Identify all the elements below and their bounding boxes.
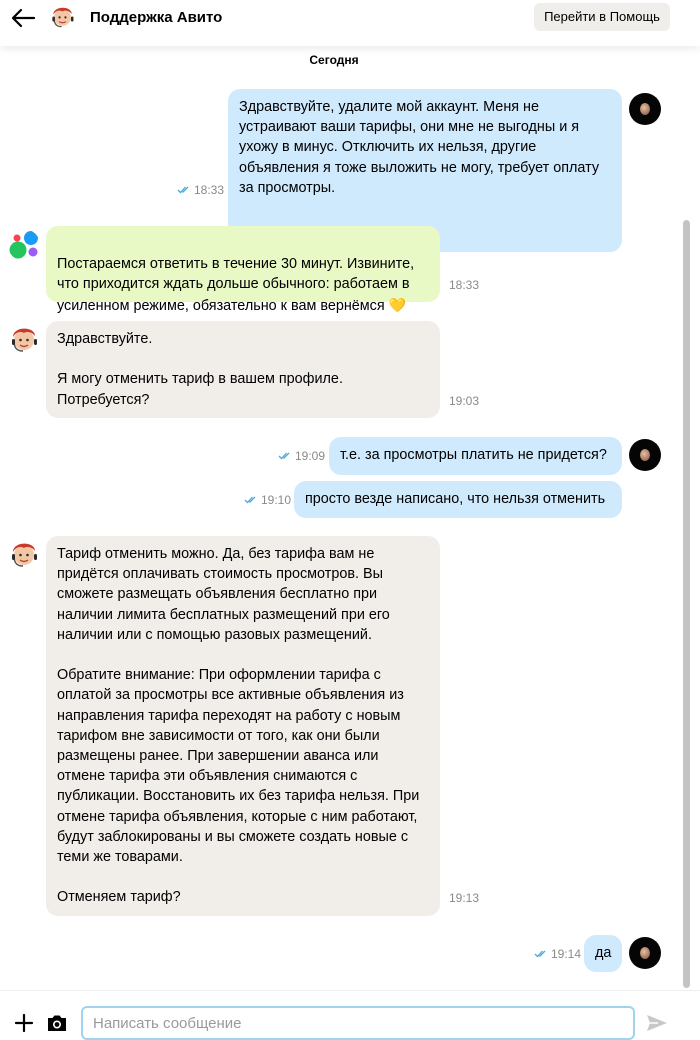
message-list[interactable]	[0, 46, 700, 990]
double-check-icon	[534, 950, 548, 958]
message-bubble[interactable]: просто везде написано, что нельзя отменить	[294, 481, 622, 518]
support-agent-avatar	[8, 323, 40, 355]
send-icon[interactable]	[646, 1013, 668, 1033]
avito-logo-icon	[8, 229, 40, 261]
message-time: 18:33	[449, 278, 480, 292]
arrow-left-icon[interactable]	[10, 7, 36, 29]
support-agent-avatar	[49, 3, 76, 30]
user-avatar	[629, 937, 661, 969]
chat-header	[0, 0, 700, 46]
user-avatar	[629, 439, 661, 471]
message-time: 19:13	[449, 891, 480, 905]
camera-icon[interactable]	[46, 1013, 68, 1033]
chat-title: Поддержка Авито	[90, 9, 223, 26]
message-time: 19:03	[449, 394, 480, 408]
support-agent-avatar	[8, 538, 40, 570]
message-input[interactable]	[81, 1006, 635, 1040]
scrollbar[interactable]	[683, 220, 690, 988]
double-check-icon	[278, 452, 292, 460]
message-bubble[interactable]: т.е. за просмотры платить не придется?	[329, 437, 622, 475]
double-check-icon	[244, 496, 258, 504]
yellow-heart-icon: 💛	[388, 296, 407, 313]
message-time: 18:33	[177, 183, 224, 197]
message-time: 19:14	[534, 947, 581, 961]
go-to-help-button[interactable]: Перейти в Помощь	[534, 3, 670, 31]
message-time: 19:09	[278, 449, 325, 463]
message-bubble[interactable]: да	[584, 935, 622, 972]
message-bubble[interactable]: Здравствуйте, удалите мой аккаунт. Меня не устраивают ваши тарифы, они мне не выгодны и я ухожу в минус. Отключить их нельзя, другие объявления я тоже выложить не могу, требует оплату за просмотры.	[228, 89, 622, 252]
date-separator: Сегодня	[309, 53, 359, 67]
auto-reply-bubble[interactable]: Постараемся ответить в течение 30 минут. Извините, что приходится ждать дольше обычного: работаем в усиленном режиме, обязательно к вам вернёмся 💛	[46, 226, 440, 302]
double-check-icon	[177, 186, 191, 194]
plus-icon[interactable]	[14, 1013, 34, 1033]
message-bubble[interactable]: Тариф отменить можно. Да, без тарифа вам не придётся оплачивать стоимость просмотров. Вы сможете размещать объявления бесплатно при наличии лимита бесплатных размещений при его наличии или с помощью разовых размещений. Обратите внимание: При оформлении тарифа с оплатой за просмотры все активные объявления из направления тарифа переходят на работу с новым тарифом вне зависимости от того, как они были размещены ранее. При завершении аванса или отмене тарифа эти объявления снимаются с публикации. Восстановить их без тарифа нельзя. При отмене тарифа объявления, которые с ним работают, будут заблокированы и вы сможете создать новые с теми же товарами. Отменяем тариф?	[46, 536, 440, 916]
message-bubble[interactable]: Здравствуйте. Я могу отменить тариф в вашем профиле. Потребуется?	[46, 321, 440, 418]
user-avatar	[629, 93, 661, 125]
message-time: 19:10	[244, 493, 291, 507]
